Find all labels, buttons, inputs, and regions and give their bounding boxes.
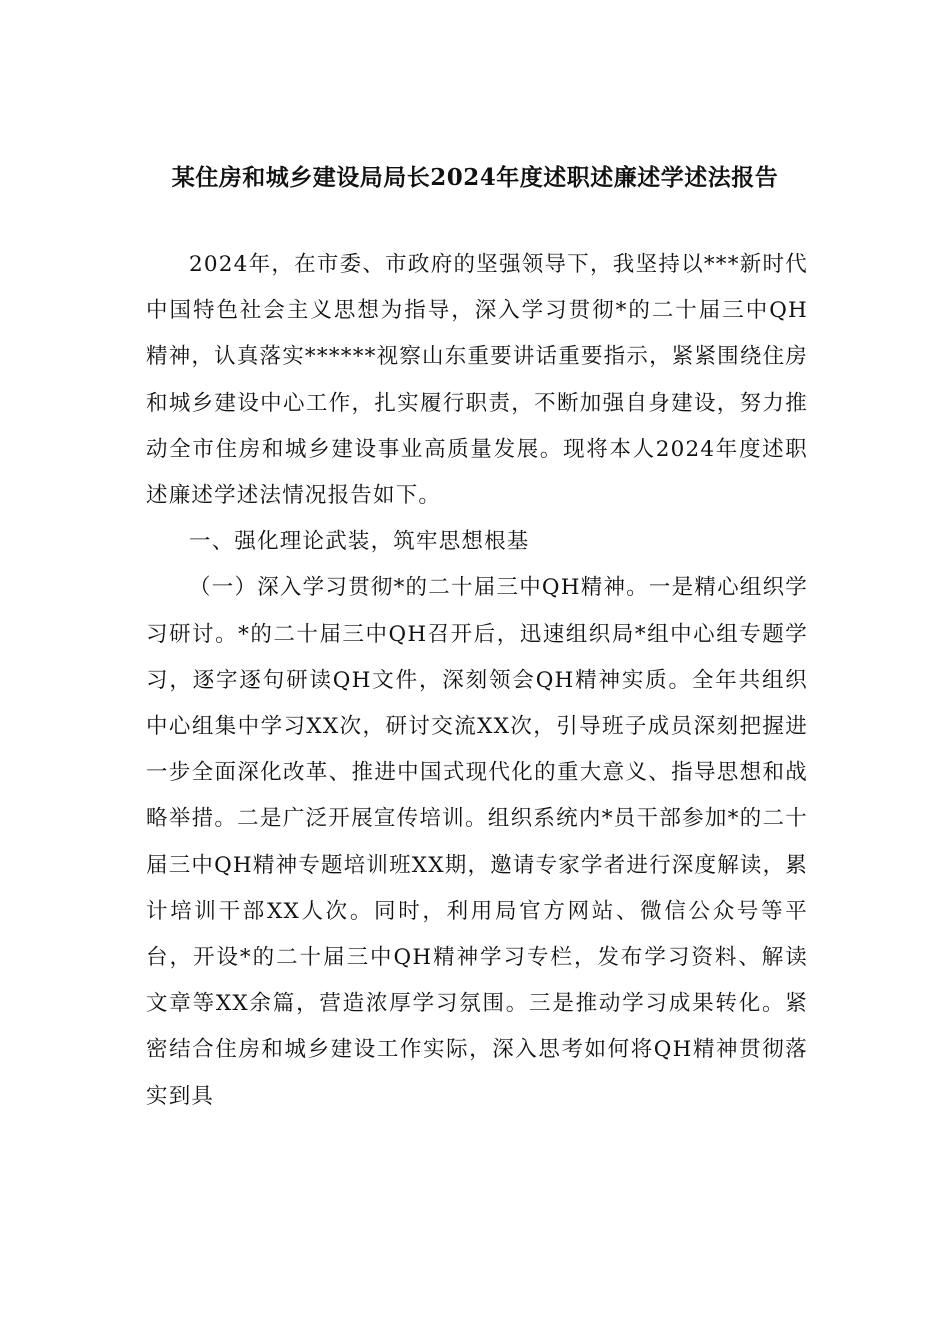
section-heading-1: 一、强化理论武装，筑牢思想根基: [189, 529, 530, 555]
document-body: [146, 242, 808, 1120]
paragraph-intro: 2024年，在市委、市政府的坚强领导下，我坚持以***新时代中国特色社会主义思想为指导，深入学习贯彻*的二十届三中QH精神，认真落实******视察山东重要讲话重要指示，紧紧围绕住房和城乡建设中心工作，扎实履行职责，不断加强自身建设，努力推动全市住房和城乡建设事业高质量发展。现将本人2024年度述职述廉述学述法情况报告如下。: [146, 252, 808, 509]
document-title: 某住房和城乡建设局局长2024年度述职述廉述学述法报告: [171, 164, 779, 191]
paragraph-section-1-1: （一）深入学习贯彻*的二十届三中QH精神。一是精心组织学习研讨。*的二十届三中QH召开后，迅速组织局*组中心组专题学习，逐字逐句研读QH文件，深刻领会QH精神实质。全年共组织中心组集中学习XX次，研讨交流XX次，引导班子成员深刻把握进一步全面深化改革、推进中国式现代化的重大意义、指导思想和战略举措。二是广泛开展宣传培训。组织系统内*员干部参加*的二十届三中QH精神专题培训班XX期，邀请专家学者进行深度解读，累计培训干部XX人次。同时，利用局官方网站、微信公众号等平台，开设*的二十届三中QH精神学习专栏，发布学习资料、解读文章等XX余篇，营造浓厚学习氛围。三是推动学习成果转化。紧密结合住房和城乡建设工作实际，深入思考如何将QH精神贯彻落实到具: [146, 575, 808, 1109]
